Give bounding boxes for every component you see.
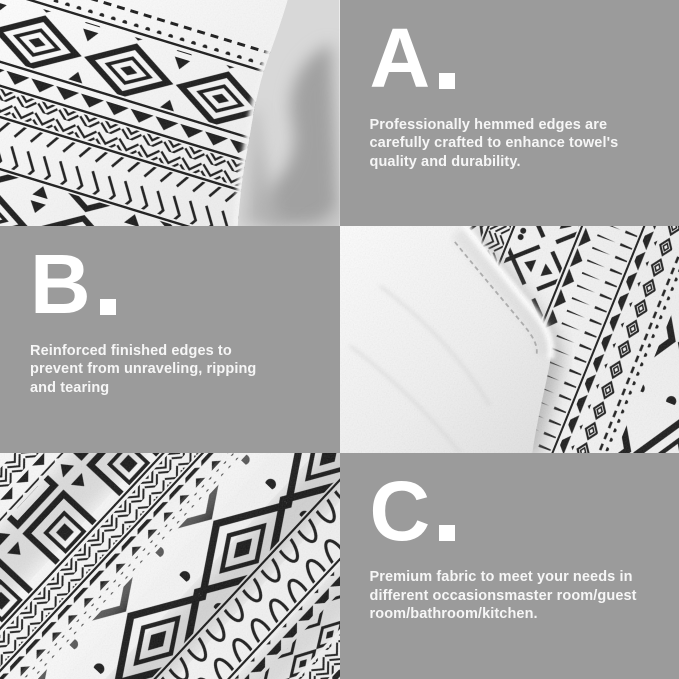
photo-towel-pattern (0, 0, 340, 226)
text-line: carefully crafted to enhance towel's (369, 135, 619, 152)
panel-a-description (370, 116, 660, 172)
feature-panel-a (340, 0, 679, 226)
text-line: Reinforced finished edges to (30, 342, 232, 359)
text-line: prevent from unraveling, ripping (30, 361, 257, 378)
panel-a-period-square (439, 73, 455, 89)
text-line: quality and durability. (369, 153, 521, 170)
panel-c-letter: C (369, 463, 431, 558)
text-line: room/bathroom/kitchen. (369, 606, 538, 623)
pattern-closeup-illustration (0, 453, 340, 679)
panel-b-description (30, 342, 320, 398)
panel-b-letter: B (30, 237, 91, 332)
panel-b-heading (30, 237, 320, 332)
text-line: different occasionsmaster room/guest (369, 587, 637, 604)
feature-panel-c (340, 453, 679, 679)
photo-hemmed-edge (340, 226, 679, 452)
text-line: and tearing (30, 380, 110, 397)
text-line: Professionally hemmed edges are (369, 116, 608, 133)
panel-c-description (370, 568, 660, 624)
text-line: Premium fabric to meet your needs in (369, 569, 633, 586)
panel-a-heading (369, 11, 660, 105)
feature-panel-b (0, 226, 340, 452)
hemmed-edge-illustration (340, 226, 679, 452)
panel-a-letter: A (369, 11, 431, 105)
panel-c-period-square (439, 525, 455, 541)
panel-c-heading (369, 463, 660, 558)
photo-pattern-closeup (0, 453, 340, 679)
towel-pattern-illustration (0, 0, 340, 226)
panel-b-period-square (100, 299, 116, 315)
